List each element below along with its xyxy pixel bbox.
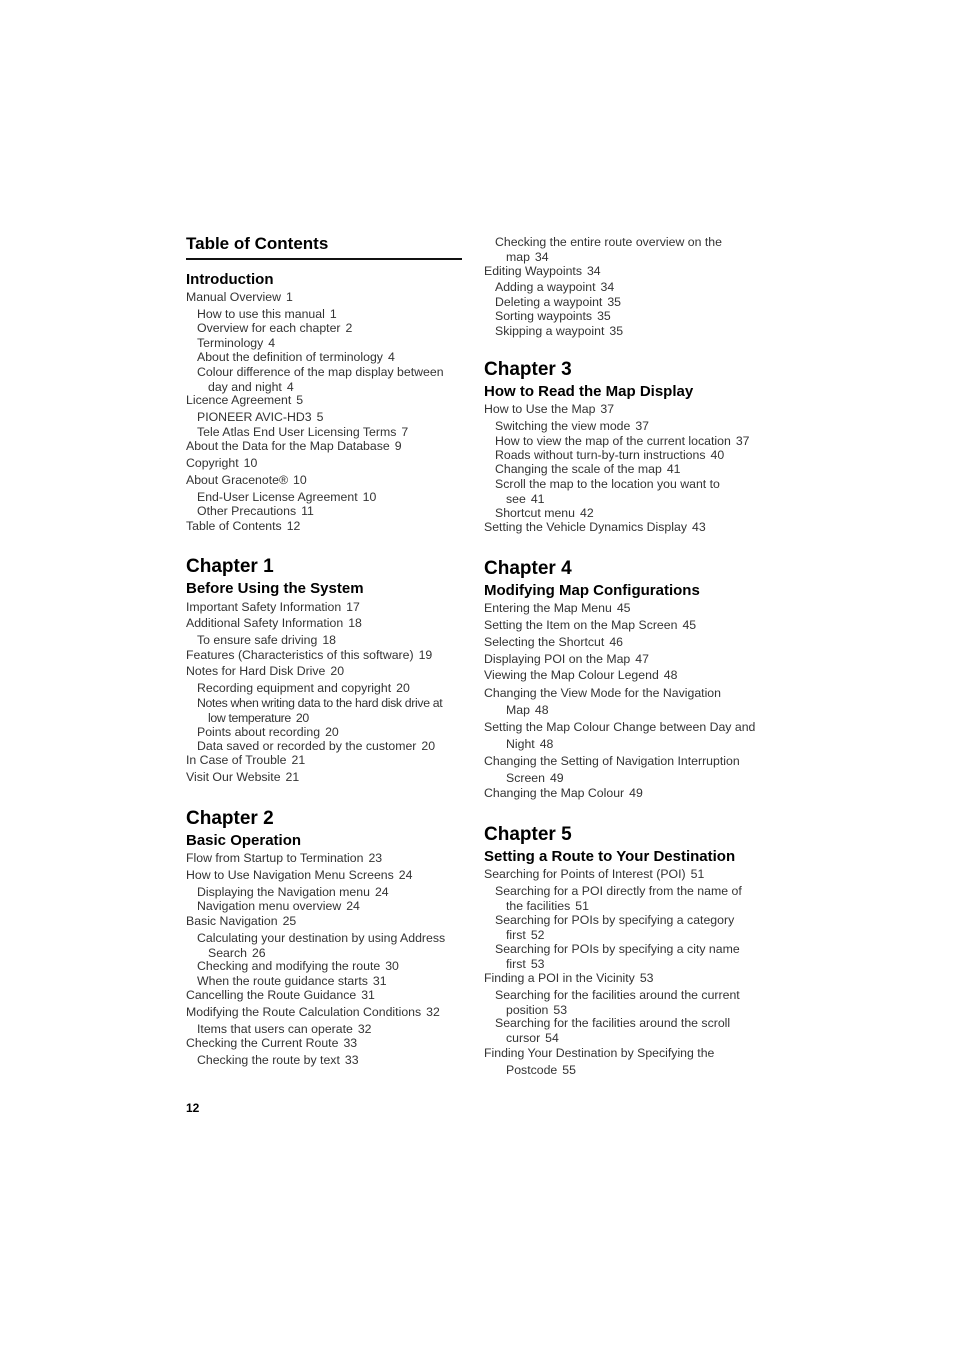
toc-entry[interactable]: Notes when writing data to the hard disk drive at low temperature 20 xyxy=(197,696,443,725)
toc-entry[interactable]: Recording equipment and copyright 20 xyxy=(197,681,410,695)
section-heading-introduction: Introduction xyxy=(186,271,274,288)
toc-entry[interactable]: Data saved or recorded by the customer 20 xyxy=(197,739,436,753)
toc-entry[interactable]: Checking the entire route overview on the map 34 xyxy=(495,235,722,264)
toc-entry[interactable]: Deleting a waypoint 35 xyxy=(495,295,622,309)
toc-entry[interactable]: Licence Agreement 5 xyxy=(186,393,304,407)
toc-entry[interactable]: Checking and modifying the route 30 xyxy=(197,959,399,973)
toc-entry[interactable]: Items that users can operate 32 xyxy=(197,1022,372,1036)
page-ref: 32 xyxy=(357,1022,372,1036)
page-ref: 21 xyxy=(291,753,306,767)
toc-entry[interactable]: Editing Waypoints 34 xyxy=(484,264,601,278)
page-ref: 10 xyxy=(293,473,307,487)
toc-entry[interactable]: Flow from Startup to Termination 23 xyxy=(186,851,383,865)
toc-entry[interactable]: Checking the Current Route 33 xyxy=(186,1036,358,1050)
page-ref: 10 xyxy=(243,456,258,470)
toc-entry[interactable]: Notes for Hard Disk Drive 20 xyxy=(186,664,345,678)
toc-entry[interactable]: Switching the view mode 37 xyxy=(495,419,650,433)
toc-entry[interactable]: PIONEER AVIC-HD3 5 xyxy=(197,410,324,424)
toc-entry[interactable]: Skipping a waypoint 35 xyxy=(495,324,624,338)
page-ref: 23 xyxy=(368,851,383,865)
page-ref: 1 xyxy=(329,307,337,321)
section-heading-chapter-1: Before Using the System xyxy=(186,580,364,597)
toc-entry[interactable]: Tele Atlas End User Licensing Terms 7 xyxy=(197,425,409,439)
page-ref: 12 xyxy=(286,519,301,533)
toc-entry[interactable]: Copyright 10 xyxy=(186,456,258,470)
page-ref: 34 xyxy=(600,280,615,294)
page-ref: 41 xyxy=(530,491,545,506)
chapter-heading-5: Chapter 5 xyxy=(484,824,572,845)
toc-entry[interactable]: Visit Our Website 21 xyxy=(186,770,300,784)
page-ref: 20 xyxy=(295,710,309,725)
page-ref: 45 xyxy=(682,618,697,632)
toc-entry[interactable]: To ensure safe driving 18 xyxy=(197,633,336,647)
page-ref: 4 xyxy=(268,336,276,350)
chapter-heading-3: Chapter 3 xyxy=(484,359,572,380)
page-ref: 2 xyxy=(345,321,353,335)
page-ref: 26 xyxy=(251,945,266,960)
toc-entry[interactable]: Checking the route by text 33 xyxy=(197,1053,359,1067)
toc-entry[interactable]: Selecting the Shortcut 46 xyxy=(484,635,623,649)
toc-entry[interactable]: About Gracenote® 10 xyxy=(186,473,307,487)
toc-entry[interactable]: Viewing the Map Colour Legend 48 xyxy=(484,668,678,682)
chapter-heading-4: Chapter 4 xyxy=(484,558,572,579)
toc-entry[interactable]: Overview for each chapter 2 xyxy=(197,321,353,335)
toc-entry[interactable]: How to use this manual 1 xyxy=(197,307,337,321)
toc-entry[interactable]: Colour difference of the map display between day and night 4 xyxy=(197,365,444,394)
page-ref: 21 xyxy=(285,770,300,784)
page-number: 12 xyxy=(186,1101,200,1115)
toc-entry[interactable]: Searching for POIs by specifying a city name first 53 xyxy=(495,942,740,971)
toc-entry[interactable]: Searching for a POI directly from the name of the facilities 51 xyxy=(495,884,742,913)
page-ref: 40 xyxy=(710,448,725,462)
toc-title: Table of Contents xyxy=(186,234,462,260)
toc-entry[interactable]: About the Data for the Map Database 9 xyxy=(186,439,402,453)
toc-entry[interactable]: Additional Safety Information 18 xyxy=(186,616,362,630)
page-ref: 4 xyxy=(387,350,395,364)
toc-entry[interactable]: Calculating your destination by using Address Search 26 xyxy=(197,931,446,960)
page-ref: 53 xyxy=(553,1002,568,1017)
page-ref: 35 xyxy=(597,309,611,323)
toc-entry[interactable]: Shortcut menu 42 xyxy=(495,506,594,520)
page-ref: 48 xyxy=(539,737,554,751)
page-ref: 20 xyxy=(330,664,345,678)
toc-entry[interactable]: Displaying the Navigation menu 24 xyxy=(197,885,389,899)
page-ref: 30 xyxy=(385,959,399,973)
toc-entry[interactable]: Searching for the facilities around the scroll cursor 54 xyxy=(495,1016,731,1045)
page-ref: 54 xyxy=(545,1030,559,1045)
page-ref: 33 xyxy=(343,1036,358,1050)
page-ref: 47 xyxy=(635,652,649,666)
chapter-heading-1: Chapter 1 xyxy=(186,556,274,577)
toc-entry[interactable]: Sorting waypoints 35 xyxy=(495,309,611,323)
toc-entry[interactable]: Searching for POIs by specifying a category first 52 xyxy=(495,913,735,942)
page-ref: 34 xyxy=(586,264,601,278)
toc-entry[interactable]: Points about recording 20 xyxy=(197,725,339,739)
page-ref: 33 xyxy=(344,1053,359,1067)
page-ref: 46 xyxy=(609,635,623,649)
page-ref: 45 xyxy=(616,601,631,615)
page-ref: 5 xyxy=(296,393,304,407)
toc-entry[interactable]: Scroll the map to the location you want to see 41 xyxy=(495,477,720,506)
page-ref: 49 xyxy=(549,771,564,785)
toc-entry[interactable]: Searching for the facilities around the current position 53 xyxy=(495,988,740,1017)
page-ref: 10 xyxy=(362,490,377,504)
page-ref: 53 xyxy=(639,971,654,985)
toc-entry[interactable]: Setting the Item on the Map Screen 45 xyxy=(484,618,697,632)
page-ref: 32 xyxy=(426,1005,440,1019)
toc-entry[interactable]: Changing the View Mode for the Navigation Map 48 xyxy=(484,686,721,717)
page-ref: 34 xyxy=(534,249,549,264)
toc-entry[interactable]: Navigation menu overview 24 xyxy=(197,899,360,913)
page-ref: 48 xyxy=(534,703,549,717)
section-heading-chapter-3: How to Read the Map Display xyxy=(484,383,694,400)
section-heading-chapter-4: Modifying Map Configurations xyxy=(484,582,700,599)
page-ref: 53 xyxy=(530,956,545,971)
page-ref: 52 xyxy=(530,927,545,942)
page-ref: 37 xyxy=(635,419,650,433)
page-ref: 18 xyxy=(322,633,336,647)
page-ref: 4 xyxy=(286,379,294,394)
page-ref: 37 xyxy=(735,434,750,448)
toc-entry[interactable]: Adding a waypoint 34 xyxy=(495,280,615,294)
toc-entry[interactable]: Searching for Points of Interest (POI) 51 xyxy=(484,867,705,881)
toc-entry[interactable]: Other Precautions 11 xyxy=(197,504,314,518)
toc-entry[interactable]: End-User License Agreement 10 xyxy=(197,490,377,504)
page-ref: 25 xyxy=(282,914,297,928)
page-ref: 55 xyxy=(562,1063,576,1077)
toc-entry[interactable]: Displaying POI on the Map 47 xyxy=(484,652,649,666)
toc-entry[interactable]: Finding Your Destination by Specifying the Postcode 55 xyxy=(484,1046,715,1077)
page-ref: 51 xyxy=(690,867,705,881)
toc-entry[interactable]: Terminology 4 xyxy=(197,336,276,350)
toc-entry[interactable]: Setting the Vehicle Dynamics Display 43 xyxy=(484,520,706,534)
toc-entry[interactable]: Finding a POI in the Vicinity 53 xyxy=(484,971,654,985)
page-ref: 11 xyxy=(301,504,314,518)
page-ref: 5 xyxy=(316,410,324,424)
toc-entry[interactable]: Important Safety Information 17 xyxy=(186,600,360,614)
toc-entry[interactable]: About the definition of terminology 4 xyxy=(197,350,395,364)
page-ref: 24 xyxy=(374,885,389,899)
toc-entry[interactable]: Changing the scale of the map 41 xyxy=(495,462,681,476)
toc-entry[interactable]: Cancelling the Route Guidance 31 xyxy=(186,988,375,1002)
toc-entry[interactable]: How to view the map of the current location 37 xyxy=(495,434,750,448)
toc-entry[interactable]: Setting the Map Colour Change between Day and Night 48 xyxy=(484,720,756,751)
toc-entry[interactable]: Modifying the Route Calculation Conditions 32 xyxy=(186,1005,440,1019)
page-ref: 19 xyxy=(418,648,433,662)
toc-entry[interactable]: How to Use the Map 37 xyxy=(484,402,615,416)
page-ref: 20 xyxy=(421,739,436,753)
page-ref: 7 xyxy=(401,425,409,439)
page-ref: 24 xyxy=(398,868,413,882)
page-ref: 20 xyxy=(325,725,339,739)
toc-entry[interactable]: Changing the Map Colour 49 xyxy=(484,786,643,800)
page-ref: 20 xyxy=(396,681,410,695)
toc-entry[interactable]: In Case of Trouble 21 xyxy=(186,753,306,767)
section-heading-chapter-2: Basic Operation xyxy=(186,832,302,849)
page-ref: 1 xyxy=(286,290,293,304)
page-ref: 35 xyxy=(607,295,622,309)
page-ref: 18 xyxy=(348,616,362,630)
page-ref: 24 xyxy=(346,899,360,913)
toc-entry[interactable]: When the route guidance starts 31 xyxy=(197,974,387,988)
page-ref: 43 xyxy=(692,520,706,534)
toc-entry[interactable]: Table of Contents 12 xyxy=(186,519,301,533)
section-heading-chapter-5: Setting a Route to Your Destination xyxy=(484,848,736,865)
toc-entry[interactable]: Manual Overview 1 xyxy=(186,290,293,304)
page-ref: 17 xyxy=(346,600,360,614)
page-ref: 35 xyxy=(609,324,624,338)
page-ref: 31 xyxy=(361,988,375,1002)
toc-entry[interactable]: Basic Navigation 25 xyxy=(186,914,297,928)
toc-entry[interactable]: How to Use Navigation Menu Screens 24 xyxy=(186,868,413,882)
page-ref: 31 xyxy=(372,974,387,988)
chapter-heading-2: Chapter 2 xyxy=(186,808,274,829)
toc-entry[interactable]: Features (Characteristics of this software) 19 xyxy=(186,648,433,662)
toc-entry[interactable]: Roads without turn-by-turn instructions 40 xyxy=(495,448,725,462)
page-ref: 42 xyxy=(579,506,594,520)
page-ref: 49 xyxy=(629,786,643,800)
toc-entry[interactable]: Entering the Map Menu 45 xyxy=(484,601,631,615)
page-ref: 51 xyxy=(575,898,589,913)
page-ref: 37 xyxy=(600,402,615,416)
page-ref: 48 xyxy=(663,668,678,682)
toc-entry[interactable]: Changing the Setting of Navigation Interruption Screen 49 xyxy=(484,754,740,785)
page-ref: 41 xyxy=(666,462,681,476)
page-ref: 9 xyxy=(394,439,402,453)
